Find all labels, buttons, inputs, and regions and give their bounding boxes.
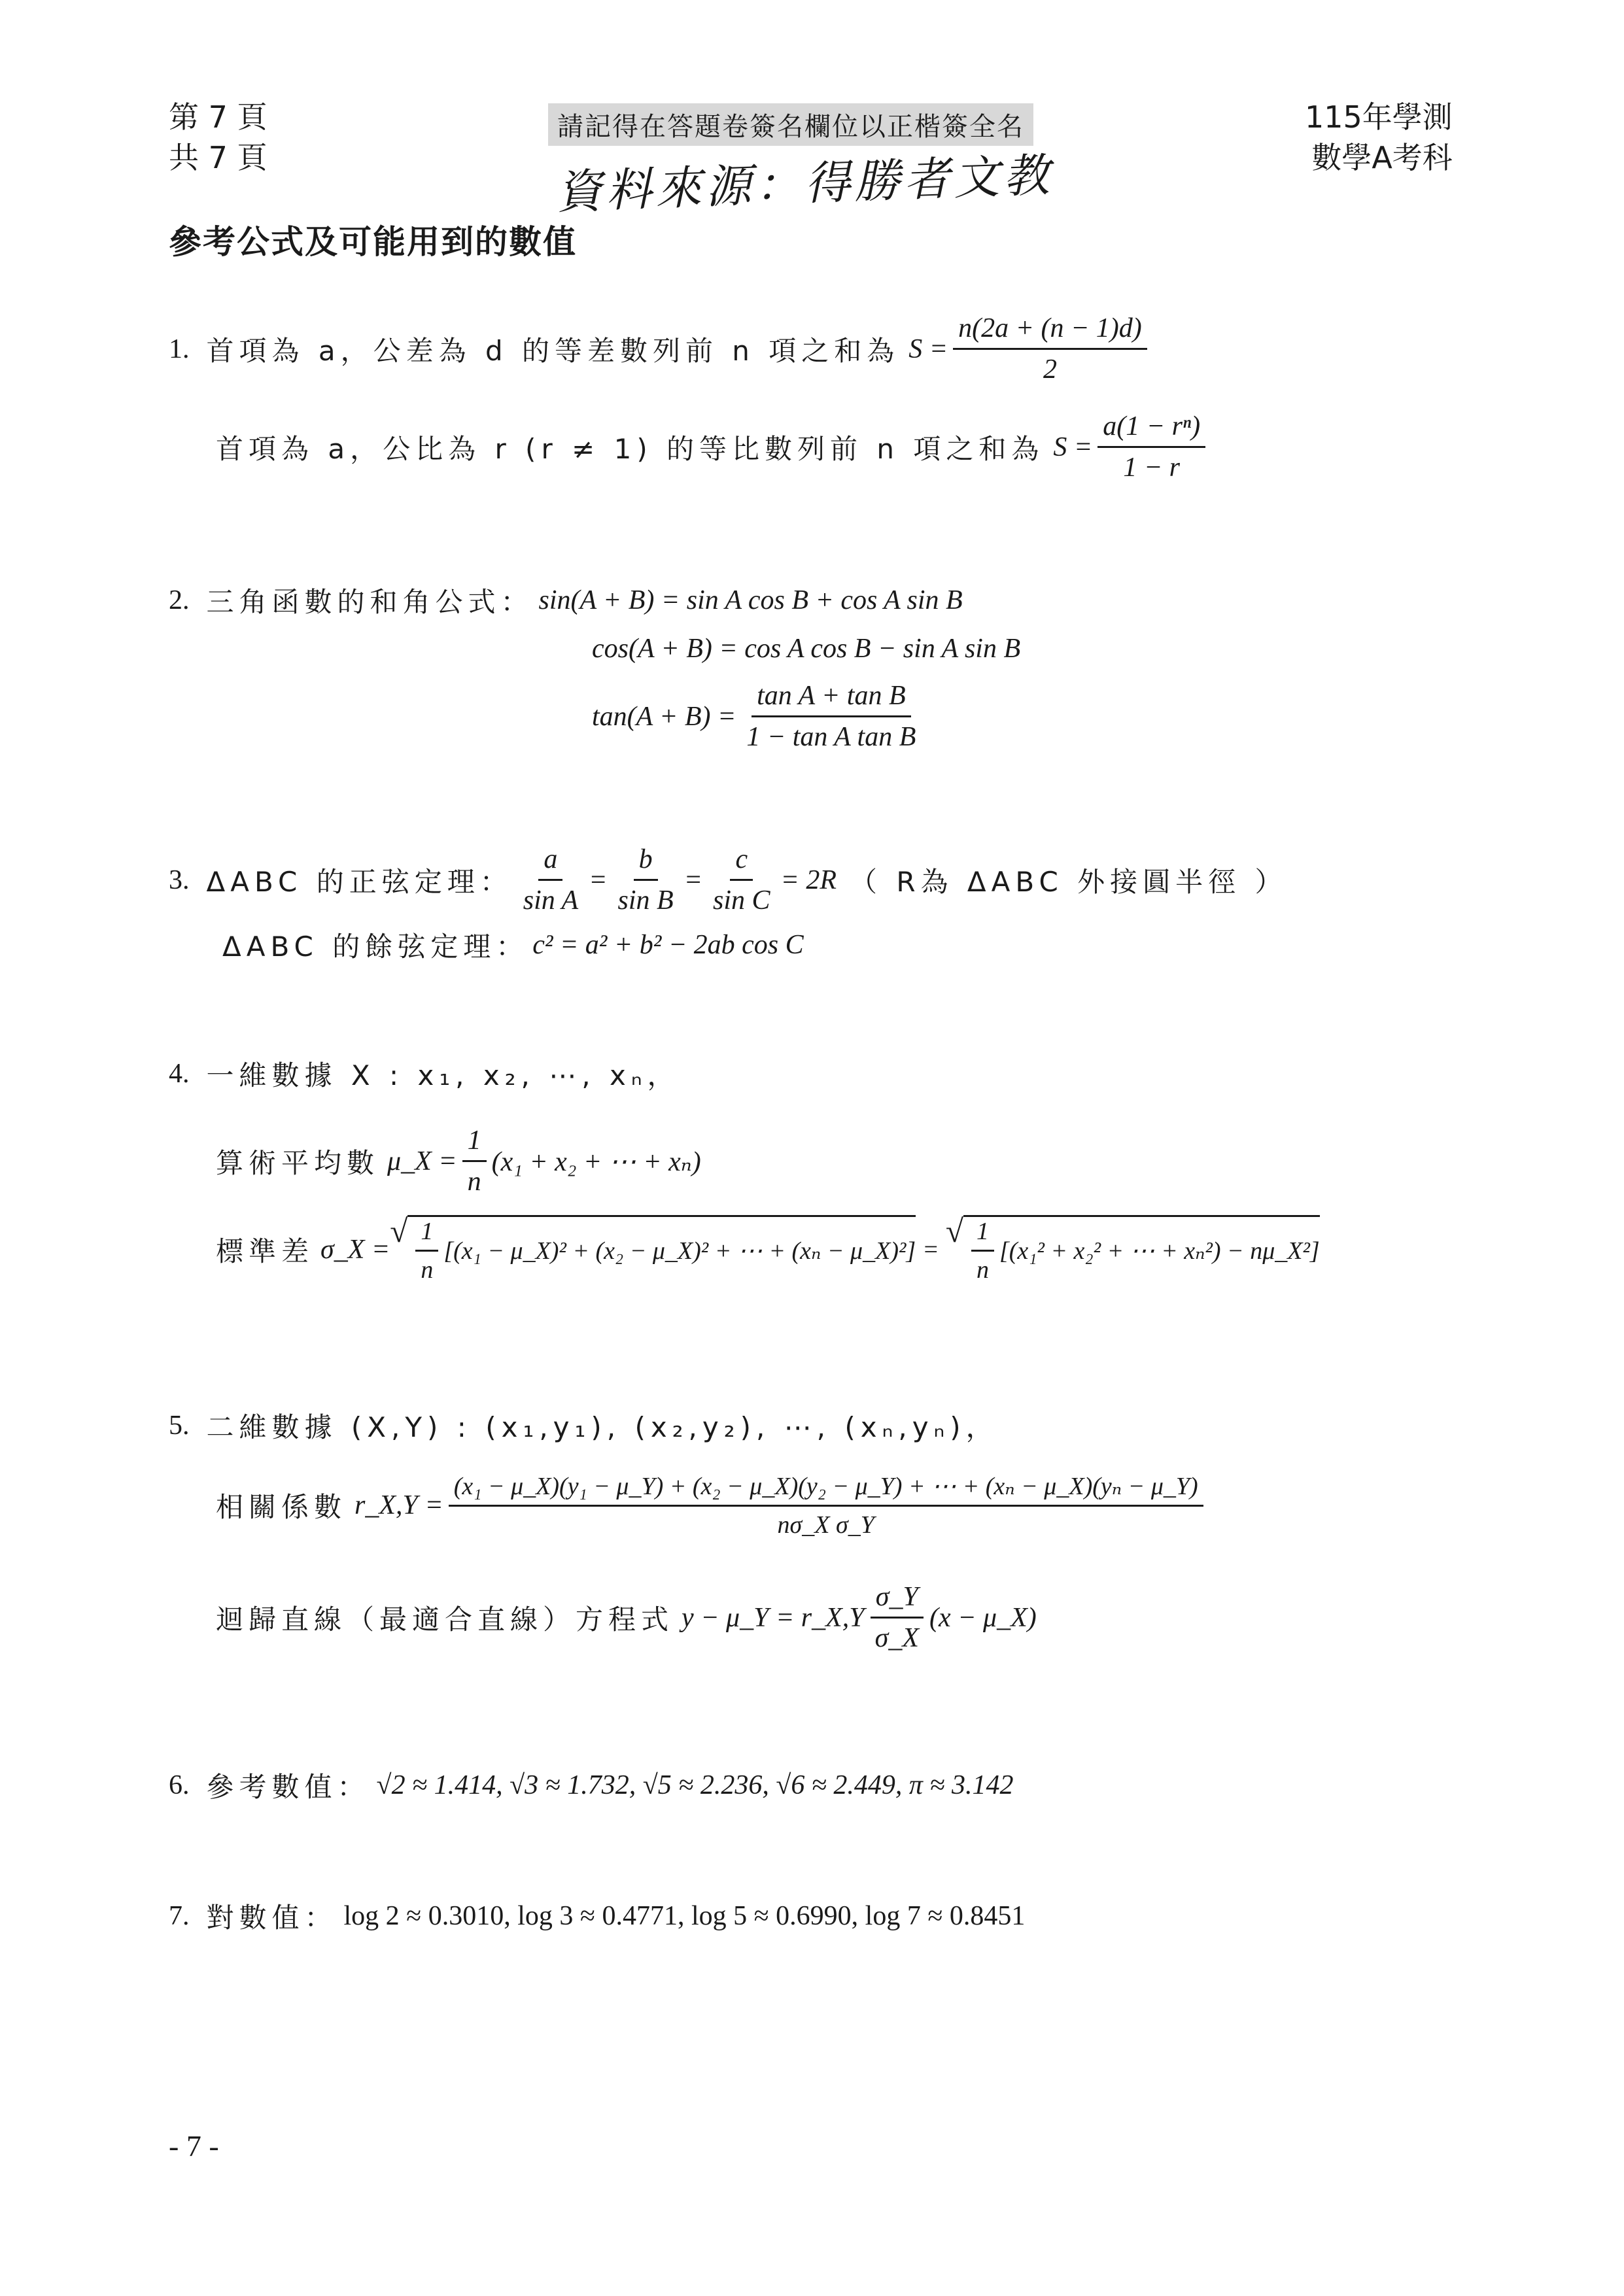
sqrt-content: [(x₁ − μ_X)² + (x₂ − μ_X)² + ⋯ + (xₙ − μ_X)²] — [443, 1237, 916, 1265]
fraction — [518, 844, 583, 916]
formula-label: 參考數值： — [206, 1771, 370, 1803]
equals: = — [683, 865, 702, 895]
fraction — [449, 1471, 1203, 1539]
equals: = — [589, 865, 608, 895]
formula-label: 首項為 a，公比為 r (r ≠ 1) 的等比數列前 n 項之和為 — [216, 432, 1045, 465]
formula-label: 首項為 a，公差為 d 的等差數列前 n 項之和為 — [206, 334, 900, 367]
denominator: n — [467, 1167, 481, 1197]
exam-line-2: 數學A考科 — [1311, 140, 1453, 175]
denominator: 1 − tan A tan B — [746, 722, 916, 752]
formula-lhs: σ_X = — [320, 1235, 390, 1265]
exam-line-1: 115年學測 — [1305, 99, 1453, 135]
denominator: n — [421, 1256, 434, 1284]
reference-values: √2 ≈ 1.414, √3 ≈ 1.732, √5 ≈ 2.236, √6 ≈ 2.449, π ≈ 3.142 — [376, 1770, 1014, 1800]
fraction — [741, 680, 921, 753]
formula-4-data — [169, 1054, 680, 1093]
item-number: 7. — [169, 1901, 190, 1931]
fraction — [415, 1217, 438, 1284]
denominator: sin B — [617, 885, 674, 916]
page-line-1: 第 7 頁 — [169, 99, 268, 135]
formula-1a — [169, 313, 1152, 385]
equals: = — [922, 1236, 939, 1263]
denominator: σ_X — [874, 1623, 920, 1653]
fraction — [1097, 411, 1205, 483]
formula-5-regression — [216, 1581, 1037, 1654]
formula-2-tan — [592, 680, 926, 753]
denominator: 2 — [1043, 354, 1057, 385]
formula-tail: (x − μ_X) — [929, 1602, 1037, 1633]
sqrt-icon: √ — [945, 1213, 963, 1249]
formula-lhs: y − μ_Y = r_X,Y — [682, 1602, 865, 1633]
formula-lhs: S = — [908, 334, 948, 364]
sqrt-body — [407, 1215, 916, 1284]
formula-lhs: S = — [1053, 432, 1093, 462]
numerator: 1 — [462, 1125, 487, 1162]
sqrt — [946, 1215, 1320, 1284]
formula-lhs: tan(A + B) = — [592, 701, 736, 732]
formula-label: 標準差 — [216, 1235, 315, 1267]
formula-4-mean — [216, 1125, 701, 1197]
denominator: 1 − r — [1123, 453, 1181, 483]
formula-label: 對數值： — [206, 1902, 337, 1934]
formula-label: ΔABC 的正弦定理： — [206, 865, 513, 898]
cosine-law-formula: c² = a² + b² − 2ab cos C — [532, 930, 804, 960]
formula-6-reference-values — [169, 1766, 1014, 1805]
signature-notice: 請記得在答題卷簽名欄位以正楷簽全名 — [548, 103, 1033, 146]
item-number: 4. — [169, 1059, 190, 1089]
numerator: b — [634, 844, 658, 881]
sqrt-body — [963, 1215, 1320, 1284]
numerator: 1 — [415, 1217, 438, 1252]
formula-5-data — [169, 1406, 999, 1445]
formula-lhs: μ_X = — [387, 1146, 457, 1176]
page-title: 參考公式及可能用到的數值 — [169, 223, 577, 261]
item-number: 2. — [169, 585, 190, 615]
formula-4-sd — [216, 1215, 1320, 1284]
formula-label: 一維數據 X : x₁, x₂, ⋯, xₙ， — [206, 1059, 680, 1091]
denominator: sin C — [713, 885, 770, 916]
fraction — [953, 313, 1147, 385]
denominator: n — [976, 1256, 989, 1284]
formula-label: 算術平均數 — [216, 1146, 380, 1179]
formula-label: ΔABC 的餘弦定理： — [222, 931, 529, 963]
item-number: 3. — [169, 865, 190, 895]
page-indicator — [169, 97, 268, 178]
formula-note: （ R為 ΔABC 外接圓半徑 ） — [850, 865, 1288, 898]
item-number: 5. — [169, 1411, 190, 1441]
page-number: - 7 - — [169, 2129, 219, 2163]
fraction — [612, 844, 678, 916]
formula-1b — [216, 411, 1211, 483]
cos-sum-formula: cos(A + B) = cos A cos B − sin A sin B — [592, 634, 1021, 664]
numerator: c — [730, 844, 753, 881]
formula-5-correlation — [216, 1471, 1209, 1539]
sin-sum-formula: sin(A + B) = sin A cos B + cos A sin B — [538, 585, 963, 615]
formula-tail: (x₁ + x₂ + ⋯ + xₙ) — [491, 1146, 701, 1177]
numerator: a — [538, 844, 562, 881]
fraction — [708, 844, 776, 916]
sqrt-content: [(x₁² + x₂² + ⋯ + xₙ²) − nμ_X²] — [999, 1237, 1320, 1265]
item-number: 1. — [169, 334, 190, 364]
numerator: n(2a + (n − 1)d) — [953, 313, 1147, 350]
formula-3-cosine-law — [222, 925, 804, 965]
fraction — [870, 1581, 924, 1654]
item-number: 6. — [169, 1770, 190, 1800]
numerator: 1 — [971, 1217, 994, 1252]
denominator: nσ_X σ_Y — [777, 1511, 874, 1539]
page-line-2: 共 7 頁 — [169, 140, 268, 175]
formula-3-sine-law — [169, 844, 1287, 916]
numerator: tan A + tan B — [752, 680, 910, 717]
denominator: sin A — [523, 885, 579, 916]
formula-label: 相關係數 — [216, 1491, 347, 1523]
formula-lhs: r_X,Y = — [354, 1490, 443, 1520]
fraction — [462, 1125, 487, 1197]
formula-7-log-values — [169, 1896, 1025, 1936]
log-values: log 2 ≈ 0.3010, log 3 ≈ 0.4771, log 5 ≈ 0.6990, log 7 ≈ 0.8451 — [343, 1901, 1026, 1931]
formula-label: 迴歸直線（最適合直線）方程式 — [216, 1603, 674, 1636]
fraction — [971, 1217, 994, 1284]
formula-tail: = 2R — [780, 865, 837, 895]
formula-label: 二維數據 (X,Y) : (x₁,y₁), (x₂,y₂), ⋯, (xₙ,yₙ)， — [206, 1411, 999, 1443]
numerator: σ_Y — [871, 1581, 924, 1619]
formula-2-cos — [592, 633, 1020, 664]
handwritten-source-note: 資料來源：得勝者文教 — [555, 148, 1054, 220]
numerator: (x₁ − μ_X)(y₁ − μ_Y) + (x₂ − μ_X)(y₂ − μ_Y) + ⋯ + (xₙ − μ_X)(yₙ − μ_Y) — [449, 1471, 1203, 1507]
sqrt-icon: √ — [390, 1213, 408, 1249]
exam-info — [1305, 97, 1453, 178]
sqrt — [390, 1215, 916, 1284]
formula-2-sin — [169, 581, 963, 620]
formula-label: 三角函數的和角公式： — [206, 586, 534, 618]
numerator: a(1 − rⁿ) — [1097, 411, 1205, 448]
